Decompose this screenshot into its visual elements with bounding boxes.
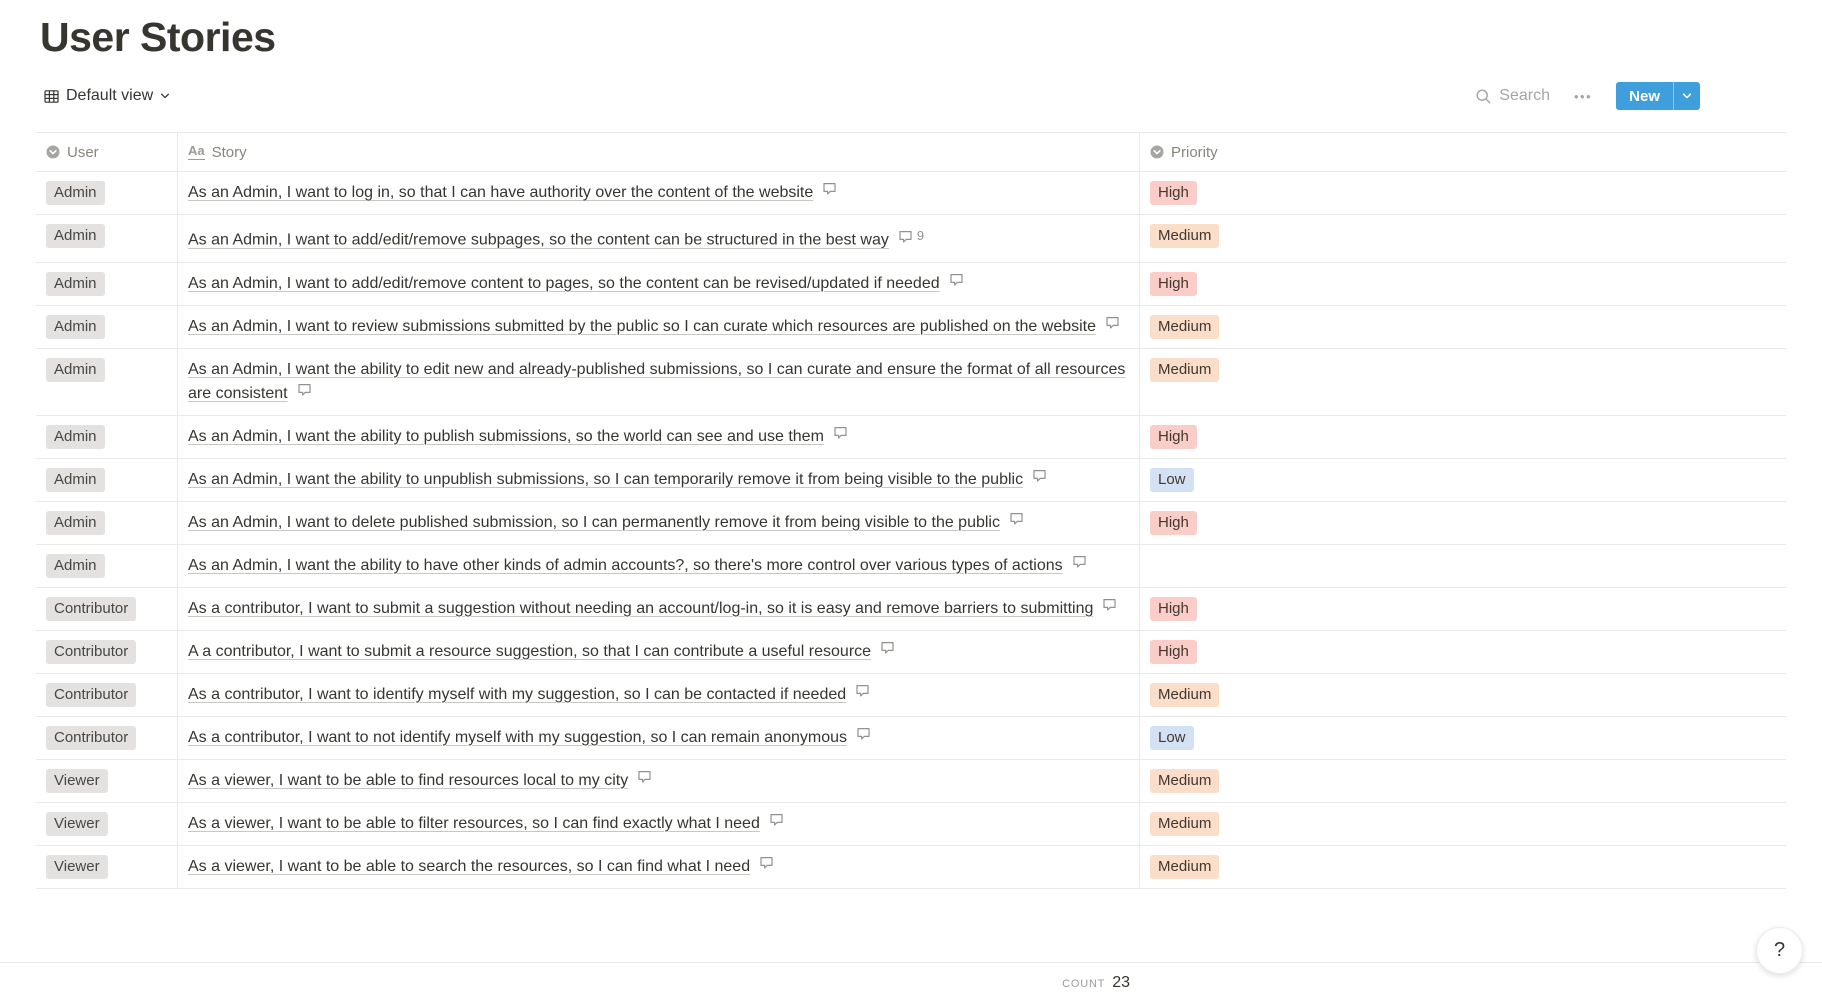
column-header-user[interactable] — [36, 133, 177, 171]
table-row — [36, 846, 1786, 889]
new-button[interactable]: New — [1616, 82, 1673, 110]
user-cell[interactable] — [36, 459, 177, 501]
story-cell[interactable] — [177, 631, 1140, 673]
comment-icon — [1032, 468, 1047, 483]
table-row — [36, 349, 1786, 416]
comment-indicator[interactable] — [759, 855, 778, 870]
priority-cell[interactable] — [1140, 416, 1786, 458]
priority-tag: Medium — [1150, 812, 1219, 836]
user-tag: Admin — [46, 554, 105, 578]
comment-indicator[interactable] — [898, 224, 924, 248]
story-cell[interactable] — [177, 588, 1140, 630]
comment-indicator[interactable] — [769, 812, 788, 827]
column-header-label: Priority — [1171, 143, 1218, 161]
chevron-down-icon — [1682, 91, 1692, 101]
user-cell[interactable] — [36, 631, 177, 673]
priority-cell[interactable] — [1140, 349, 1786, 415]
user-tag: Admin — [46, 315, 105, 339]
comment-icon — [822, 181, 837, 196]
story-title[interactable]: As a viewer, I want to be able to find resources local to my city — [188, 771, 629, 789]
help-button[interactable]: ? — [1756, 927, 1803, 974]
story-cell[interactable] — [177, 674, 1140, 716]
user-tag: Contributor — [46, 640, 136, 664]
story-title[interactable]: As an Admin, I want to log in, so that I can have authority over the content of the website — [188, 184, 814, 201]
story-cell[interactable] — [177, 803, 1140, 845]
user-cell[interactable] — [36, 760, 177, 802]
priority-cell[interactable] — [1140, 306, 1786, 348]
more-options-button[interactable]: ••• — [1574, 88, 1593, 104]
comment-indicator[interactable] — [637, 769, 656, 784]
priority-tag: Medium — [1150, 224, 1219, 248]
table-row — [36, 588, 1786, 631]
story-title[interactable]: A a contributor, I want to submit a resource suggestion, so that I can contribute a useful resource — [188, 642, 872, 660]
table-header — [36, 132, 1786, 172]
priority-cell[interactable] — [1140, 846, 1786, 888]
user-tag: Viewer — [46, 855, 108, 879]
user-tag: Admin — [46, 425, 105, 449]
column-header-label: Story — [211, 143, 247, 161]
story-cell[interactable] — [177, 416, 1140, 458]
priority-tag: High — [1150, 597, 1197, 621]
table-row — [36, 263, 1786, 306]
column-header-priority[interactable] — [1140, 133, 1786, 171]
story-title[interactable]: As an Admin, I want to review submissions submitted by the public so I can curate which resources are published on the website — [188, 317, 1097, 335]
comment-icon — [856, 726, 871, 741]
comment-indicator[interactable] — [833, 425, 852, 440]
priority-tag: Low — [1150, 726, 1194, 750]
comment-icon — [855, 683, 870, 698]
story-title[interactable]: As an Admin, I want the ability to unpublish submissions, so I can temporarily remove it from being visible to the public — [188, 470, 1024, 488]
user-cell[interactable] — [36, 416, 177, 458]
story-cell[interactable] — [177, 502, 1140, 544]
search-icon — [1475, 88, 1492, 105]
comment-icon — [833, 425, 848, 440]
user-tag: Admin — [46, 272, 105, 296]
story-title[interactable]: As a contributor, I want to identify myself with my suggestion, so I can be contacted if needed — [188, 685, 847, 703]
story-cell[interactable] — [177, 717, 1140, 759]
view-switcher[interactable] — [40, 84, 174, 108]
priority-tag: Medium — [1150, 683, 1219, 707]
priority-cell[interactable] — [1140, 172, 1786, 214]
comment-indicator[interactable] — [1102, 597, 1121, 612]
user-cell[interactable] — [36, 588, 177, 630]
table-row — [36, 459, 1786, 502]
comment-indicator[interactable] — [1105, 315, 1124, 330]
column-header-story[interactable] — [177, 133, 1140, 171]
search-label: Search — [1499, 87, 1550, 104]
priority-cell[interactable] — [1140, 674, 1786, 716]
story-cell[interactable] — [177, 263, 1140, 305]
priority-cell[interactable] — [1140, 502, 1786, 544]
priority-cell[interactable] — [1140, 760, 1786, 802]
story-title[interactable]: As an Admin, I want the ability to have other kinds of admin accounts?, so there's more control over various types of actions — [188, 556, 1063, 574]
table-row — [36, 215, 1786, 263]
user-tag: Admin — [46, 358, 105, 382]
table-row — [36, 674, 1786, 717]
story-cell[interactable] — [177, 215, 1140, 262]
story-title[interactable]: As a viewer, I want to be able to search the resources, so I can find what I need — [188, 857, 751, 875]
priority-cell[interactable] — [1140, 717, 1786, 759]
priority-tag: High — [1150, 511, 1197, 535]
priority-tag: High — [1150, 272, 1197, 296]
table-row — [36, 803, 1786, 846]
comment-icon — [949, 272, 964, 287]
user-cell[interactable] — [36, 545, 177, 587]
story-cell[interactable] — [177, 349, 1140, 415]
user-tag: Contributor — [46, 597, 136, 621]
user-cell[interactable] — [36, 172, 177, 214]
count-value: 23 — [1112, 974, 1130, 991]
table-row — [36, 172, 1786, 215]
chevron-down-icon — [160, 91, 170, 101]
user-cell[interactable] — [36, 215, 177, 262]
table-view-icon — [44, 89, 59, 104]
table-row — [36, 545, 1786, 588]
priority-cell[interactable] — [1140, 215, 1786, 262]
story-title[interactable]: As an Admin, I want the ability to publish submissions, so the world can see and use them — [188, 427, 824, 445]
count-label: COUNT — [1062, 978, 1106, 990]
table-row — [36, 306, 1786, 349]
user-cell[interactable] — [36, 263, 177, 305]
comment-indicator[interactable] — [856, 726, 875, 741]
comment-icon — [1105, 315, 1120, 330]
comment-indicator[interactable] — [949, 272, 968, 287]
comment-icon — [1009, 511, 1024, 526]
story-title[interactable]: As an Admin, I want the ability to edit new and already-published submissions, so I can curate and ensure the format of all resources are consistent — [188, 360, 1126, 402]
story-cell[interactable] — [177, 459, 1140, 501]
title-type-icon: Aa — [188, 143, 205, 159]
comment-icon — [637, 769, 652, 784]
story-title[interactable]: As a viewer, I want to be able to filter resources, so I can find exactly what I need — [188, 814, 760, 832]
user-tag: Contributor — [46, 726, 136, 750]
table-body — [36, 172, 1786, 889]
comment-icon — [769, 812, 784, 827]
comment-indicator[interactable] — [1009, 511, 1028, 526]
comment-icon — [880, 640, 895, 655]
toolbar-right — [1475, 82, 1700, 110]
user-cell[interactable] — [36, 803, 177, 845]
priority-tag: High — [1150, 425, 1197, 449]
priority-cell[interactable] — [1140, 803, 1786, 845]
story-cell[interactable] — [177, 846, 1140, 888]
user-tag: Viewer — [46, 812, 108, 836]
priority-cell[interactable] — [1140, 459, 1786, 501]
user-tag: Admin — [46, 181, 105, 205]
table-row — [36, 760, 1786, 803]
user-cell[interactable] — [36, 717, 177, 759]
table-row — [36, 631, 1786, 674]
priority-cell[interactable] — [1140, 631, 1786, 673]
priority-cell[interactable] — [1140, 545, 1786, 587]
comment-indicator[interactable] — [297, 382, 316, 397]
table-row — [36, 416, 1786, 459]
priority-tag: Low — [1150, 468, 1194, 492]
comment-indicator[interactable] — [880, 640, 899, 655]
priority-tag: High — [1150, 640, 1197, 664]
select-type-icon — [46, 145, 60, 159]
column-header-label: User — [67, 143, 99, 161]
priority-tag: Medium — [1150, 855, 1219, 879]
story-title[interactable]: As a contributor, I want to submit a suggestion without needing an account/log-in, so it is easy and remove barriers to submitting — [188, 599, 1094, 617]
story-cell[interactable] — [177, 306, 1140, 348]
story-title[interactable]: As an Admin, I want to add/edit/remove subpages, so the content can be structured in the best way — [188, 231, 889, 249]
story-cell[interactable] — [177, 172, 1140, 214]
priority-tag: High — [1150, 181, 1197, 205]
user-cell[interactable] — [36, 846, 177, 888]
story-title[interactable]: As an Admin, I want to add/edit/remove content to pages, so the content can be revised/updated if needed — [188, 274, 940, 292]
story-cell[interactable] — [177, 760, 1140, 802]
user-cell[interactable] — [36, 306, 177, 348]
comment-icon — [297, 382, 312, 397]
user-cell[interactable] — [36, 349, 177, 415]
user-cell[interactable] — [36, 502, 177, 544]
select-type-icon — [1150, 145, 1164, 159]
comment-indicator[interactable] — [822, 181, 841, 196]
comment-icon — [898, 229, 913, 244]
user-tag: Viewer — [46, 769, 108, 793]
table-footer — [0, 962, 1822, 1005]
priority-tag: Medium — [1150, 358, 1219, 382]
user-tag: Admin — [46, 224, 105, 248]
new-dropdown-button[interactable] — [1673, 82, 1700, 110]
comment-indicator[interactable] — [1072, 554, 1091, 569]
story-cell[interactable] — [177, 545, 1140, 587]
comment-indicator[interactable] — [1032, 468, 1051, 483]
view-label: Default view — [66, 87, 154, 104]
comment-icon — [1102, 597, 1117, 612]
comment-icon — [1072, 554, 1087, 569]
search-button[interactable] — [1475, 87, 1550, 105]
priority-tag: Medium — [1150, 769, 1219, 793]
user-tag: Admin — [46, 468, 105, 492]
priority-cell[interactable] — [1140, 588, 1786, 630]
comment-indicator[interactable] — [855, 683, 874, 698]
story-title[interactable]: As a contributor, I want to not identify myself with my suggestion, so I can remain anonymous — [188, 728, 847, 746]
page-title: User Stories — [40, 14, 276, 60]
user-tag: Admin — [46, 511, 105, 535]
priority-tag: Medium — [1150, 315, 1219, 339]
user-cell[interactable] — [36, 674, 177, 716]
table-row — [36, 502, 1786, 545]
count-aggregate[interactable] — [0, 963, 1140, 992]
comment-count: 9 — [916, 228, 925, 243]
story-title[interactable]: As an Admin, I want to delete published submission, so I can permanently remove it from being visible to the public — [188, 513, 1000, 531]
priority-cell[interactable] — [1140, 263, 1786, 305]
table-row — [36, 717, 1786, 760]
new-button-group — [1616, 82, 1700, 110]
toolbar — [0, 79, 1822, 113]
comment-icon — [759, 855, 774, 870]
user-tag: Contributor — [46, 683, 136, 707]
table — [36, 132, 1786, 889]
